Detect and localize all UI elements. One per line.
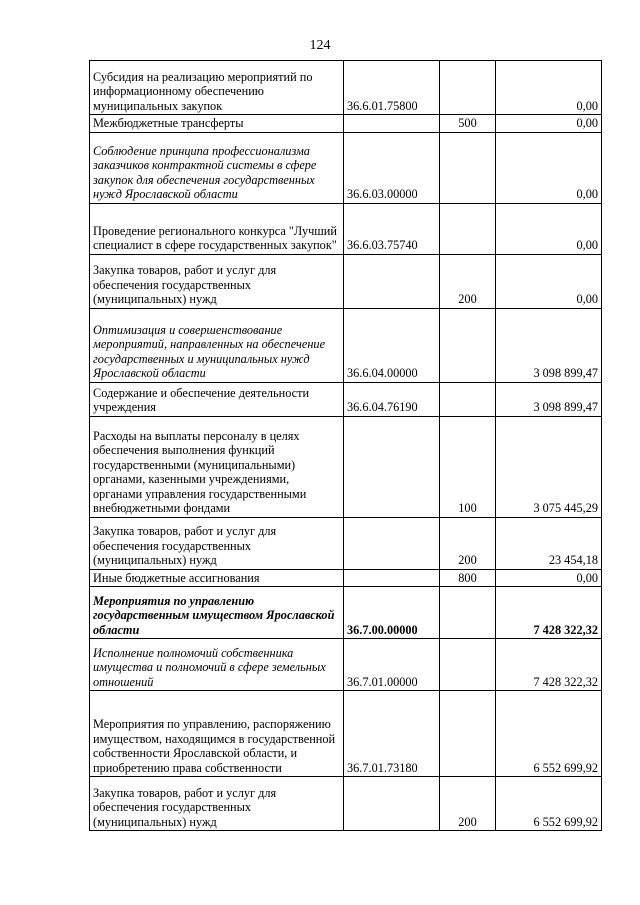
row-code-cell	[344, 517, 440, 569]
table-row	[90, 382, 602, 416]
row-type-cell: 200	[440, 517, 496, 569]
table-row	[90, 254, 602, 308]
table-row	[90, 308, 602, 382]
row-name-cell: Мероприятия по управлению государственным имуществом Ярославской области	[90, 587, 344, 639]
row-type-cell	[440, 691, 496, 777]
row-sum-cell: 0,00	[496, 569, 602, 587]
row-sum-cell: 7 428 322,32	[496, 639, 602, 691]
page-number: 124	[309, 38, 331, 53]
row-type-cell: 100	[440, 416, 496, 517]
row-sum-cell: 3 075 445,29	[496, 416, 602, 517]
row-sum-cell: 6 552 699,92	[496, 777, 602, 831]
row-code-cell: 36.6.01.75800	[344, 61, 440, 115]
row-sum-cell: 6 552 699,92	[496, 691, 602, 777]
row-sum-cell: 23 454,18	[496, 517, 602, 569]
row-sum-cell: 7 428 322,32	[496, 587, 602, 639]
row-name-cell: Содержание и обеспечение деятельности учреждения	[90, 382, 344, 416]
row-type-cell	[440, 61, 496, 115]
budget-table	[89, 60, 602, 831]
row-name-cell: Исполнение полномочий собственника имущества и полномочий в сфере земельных отношений	[90, 639, 344, 691]
table-row	[90, 639, 602, 691]
row-type-cell	[440, 132, 496, 203]
row-code-cell: 36.7.00.00000	[344, 587, 440, 639]
row-sum-cell: 3 098 899,47	[496, 308, 602, 382]
table-row	[90, 61, 602, 115]
row-name-cell: Закупка товаров, работ и услуг для обеспечения государственных (муниципальных) нужд	[90, 254, 344, 308]
row-code-cell: 36.7.01.00000	[344, 639, 440, 691]
row-code-cell: 36.6.03.75740	[344, 203, 440, 254]
row-name-cell: Субсидия на реализацию мероприятий по информационному обеспечению муниципальных закупок	[90, 61, 344, 115]
row-code-cell: 36.6.04.00000	[344, 308, 440, 382]
row-sum-cell: 0,00	[496, 203, 602, 254]
table-row	[90, 203, 602, 254]
row-name-cell: Оптимизация и совершенствование мероприятий, направленных на обеспечение государственных и муниципальных нужд Ярославской области	[90, 308, 344, 382]
row-code-cell	[344, 777, 440, 831]
row-name-cell: Проведение регионального конкурса "Лучший специалист в сфере государственных закупок"	[90, 203, 344, 254]
row-type-cell	[440, 587, 496, 639]
table-row	[90, 691, 602, 777]
row-type-cell	[440, 382, 496, 416]
table-row	[90, 777, 602, 831]
row-type-cell	[440, 203, 496, 254]
row-type-cell	[440, 308, 496, 382]
row-name-cell: Расходы на выплаты персоналу в целях обеспечения выполнения функций государственными (муниципальными) органами, казенными учреждениями, органами управления государственными внебюджетными фондами	[90, 416, 344, 517]
row-sum-cell: 0,00	[496, 132, 602, 203]
table-row	[90, 115, 602, 133]
row-sum-cell: 0,00	[496, 254, 602, 308]
table-row	[90, 517, 602, 569]
row-name-cell: Соблюдение принципа профессионализма заказчиков контрактной системы в сфере закупок для обеспечения государственных нужд Ярославской области	[90, 132, 344, 203]
row-code-cell: 36.6.03.00000	[344, 132, 440, 203]
row-type-cell: 200	[440, 777, 496, 831]
row-sum-cell: 0,00	[496, 61, 602, 115]
row-type-cell	[440, 639, 496, 691]
row-code-cell: 36.7.01.73180	[344, 691, 440, 777]
row-type-cell: 200	[440, 254, 496, 308]
row-code-cell: 36.6.04.76190	[344, 382, 440, 416]
table-row	[90, 587, 602, 639]
row-type-cell: 500	[440, 115, 496, 133]
row-name-cell: Иные бюджетные ассигнования	[90, 569, 344, 587]
row-name-cell: Закупка товаров, работ и услуг для обеспечения государственных (муниципальных) нужд	[90, 517, 344, 569]
row-code-cell	[344, 254, 440, 308]
table-row	[90, 132, 602, 203]
table-row	[90, 416, 602, 517]
table-row	[90, 569, 602, 587]
row-type-cell: 800	[440, 569, 496, 587]
row-name-cell: Закупка товаров, работ и услуг для обеспечения государственных (муниципальных) нужд	[90, 777, 344, 831]
row-sum-cell: 3 098 899,47	[496, 382, 602, 416]
row-code-cell	[344, 115, 440, 133]
row-name-cell: Межбюджетные трансферты	[90, 115, 344, 133]
row-code-cell	[344, 416, 440, 517]
row-sum-cell: 0,00	[496, 115, 602, 133]
row-code-cell	[344, 569, 440, 587]
row-name-cell: Мероприятия по управлению, распоряжению имуществом, находящимся в государственной собственности Ярославской области, и приобретению права собственности	[90, 691, 344, 777]
